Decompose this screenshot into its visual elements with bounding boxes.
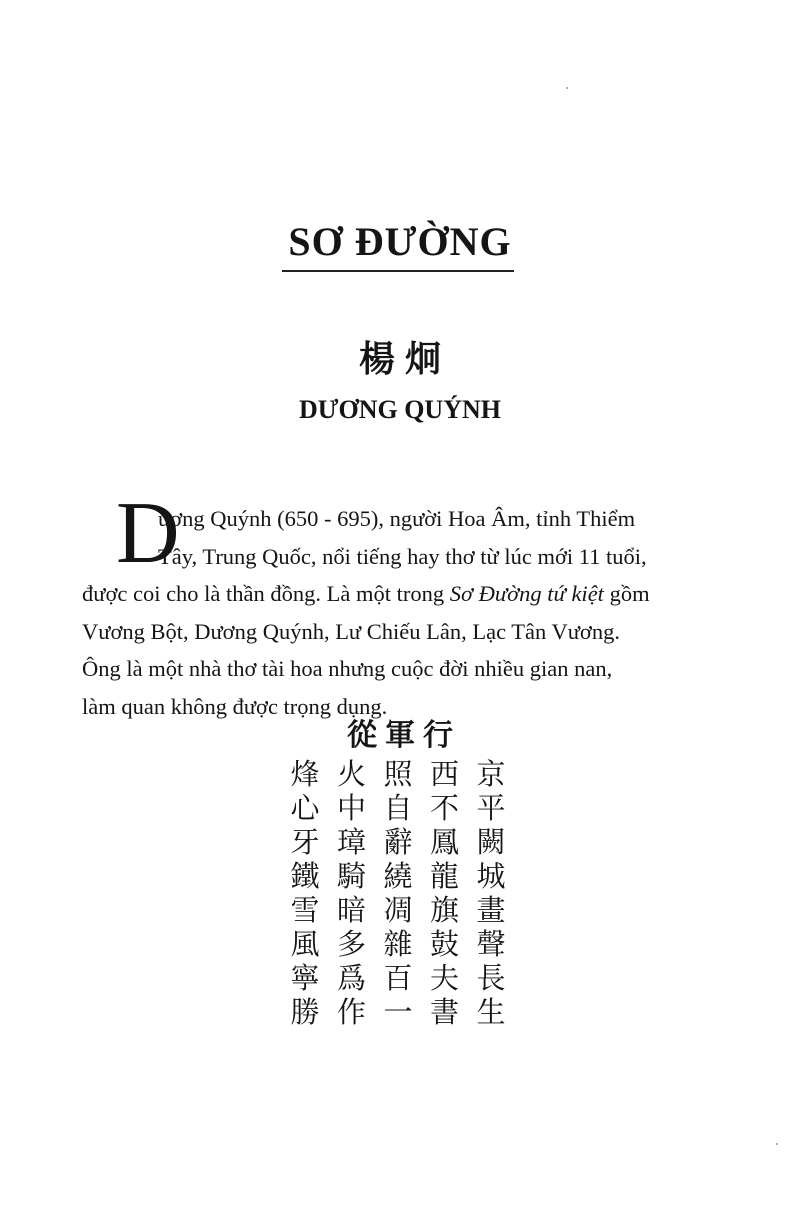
poem-title: 從軍行	[347, 719, 461, 752]
poem-character: 凋	[383, 895, 413, 927]
bio-text: làm quan không được trọng dụng.	[82, 693, 388, 719]
poem-character: 夫	[429, 963, 459, 995]
poem-character: 風	[290, 929, 320, 961]
bio-text: Ông là một nhà thơ tài hoa nhưng cuộc đời nhiều gian nan,	[82, 656, 613, 681]
poem-character: 照	[383, 759, 413, 791]
bio-text: gồm	[603, 581, 650, 606]
poem-character: 龍	[429, 861, 459, 893]
poem-column	[283, 758, 327, 1030]
poem-character: 暗	[336, 895, 366, 927]
poem-text-vertical	[283, 758, 513, 1038]
poem-character: 城	[476, 861, 506, 893]
poem-character: 勝	[290, 997, 320, 1029]
poem-character: 作	[336, 997, 366, 1029]
title-underline	[282, 270, 514, 272]
bio-line	[82, 650, 722, 688]
poem-column	[469, 758, 513, 1030]
poem-character: 鳳	[429, 827, 459, 859]
bio-text: được coi cho là thần đồng. Là một trong	[82, 581, 450, 606]
poem-column	[423, 758, 467, 1030]
poem-character: 雪	[290, 895, 320, 927]
drop-cap-letter: D	[116, 485, 180, 582]
poem-character: 牙	[290, 827, 320, 859]
scan-speck	[776, 1143, 778, 1145]
poem-character: 書	[429, 997, 459, 1029]
poem-character: 百	[383, 963, 413, 995]
author-chinese-name: 楊炯	[358, 339, 451, 379]
bio-line	[82, 575, 722, 613]
bio-text: ương Quýnh (650 - 695), người Hoa Âm, tỉnh Thiểm	[158, 506, 636, 531]
bio-text: Tây, Trung Quốc, nổi tiếng hay thơ từ lúc mới 11 tuổi,	[158, 543, 647, 569]
bio-line	[82, 613, 722, 651]
poem-column	[330, 758, 374, 1030]
poem-character: 闕	[476, 827, 506, 859]
poem-character: 鐵	[290, 861, 320, 893]
poem-character: 爲	[336, 963, 366, 995]
bio-line	[82, 538, 722, 576]
poem-character: 生	[476, 997, 506, 1029]
bio-text: Vương Bột, Dương Quýnh, Lư Chiếu Lân, Lạc Tân Vương.	[82, 618, 620, 644]
poem-character: 心	[290, 793, 320, 825]
poem-character: 京	[476, 759, 506, 791]
scan-speck	[566, 87, 568, 89]
author-biography	[82, 500, 722, 725]
poem-character: 騎	[336, 861, 366, 893]
poem-character: 璋	[336, 827, 366, 859]
poem-character: 雜	[383, 929, 413, 961]
poem-character: 寧	[290, 963, 320, 995]
poem-character: 烽	[290, 759, 320, 791]
poem-character: 西	[429, 759, 459, 791]
poem-character: 多	[336, 929, 366, 961]
poem-character: 旗	[429, 895, 459, 927]
italic-term: Sơ Đường tứ kiệt	[449, 581, 604, 606]
poem-character: 自	[383, 793, 413, 825]
bio-line	[82, 500, 722, 538]
poem-character: 不	[429, 793, 459, 825]
poem-character: 聲	[476, 929, 506, 961]
poem-character: 長	[476, 963, 506, 995]
section-title: SƠ ĐƯỜNG	[288, 219, 512, 264]
poem-character: 鼓	[429, 929, 459, 961]
poem-character: 平	[476, 793, 506, 825]
poem-character: 畫	[476, 895, 506, 927]
poem-column	[376, 758, 420, 1030]
poem-character: 繞	[383, 861, 413, 893]
author-name: DƯƠNG QUÝNH	[299, 395, 501, 424]
poem-character: 一	[383, 997, 413, 1029]
poem-character: 中	[336, 793, 366, 825]
poem-character: 辭	[383, 827, 413, 859]
poem-character: 火	[336, 759, 366, 791]
